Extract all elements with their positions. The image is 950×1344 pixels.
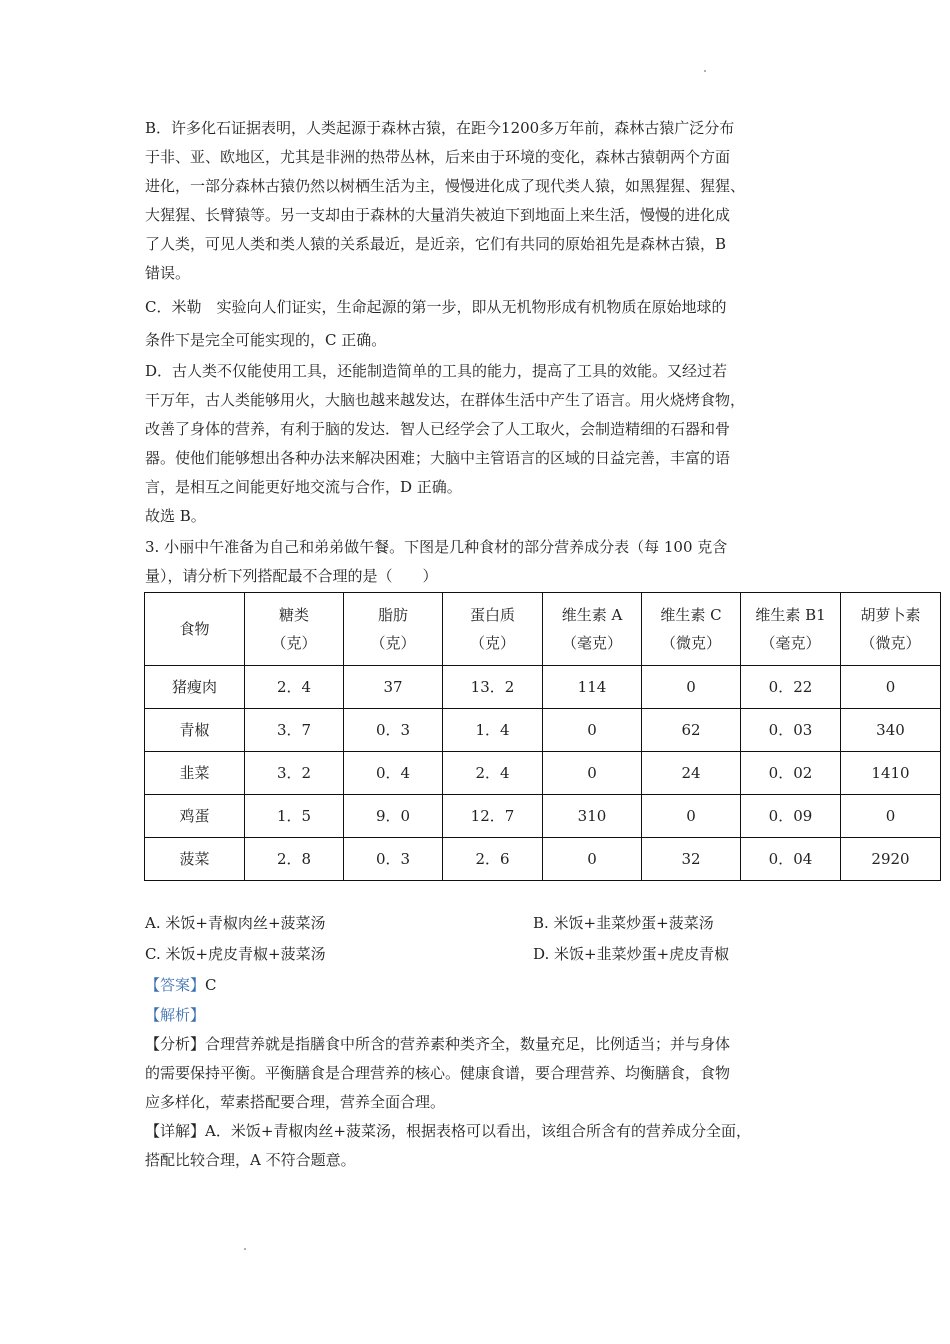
table-cell: 菠菜	[145, 838, 245, 881]
answer-value: C	[205, 976, 217, 994]
table-cell: 3．7	[245, 709, 344, 752]
analysis-xiangjie-line	[145, 1117, 805, 1146]
header-cell: 维生素 A （毫克）	[543, 593, 642, 666]
header-cell: 糖类 （克）	[245, 593, 344, 666]
header-cell: 蛋白质 （克）	[443, 593, 543, 666]
previous-answer-section	[145, 114, 805, 591]
text-line: B．许多化石证据表明，人类起源于森林古猿，在距今1200多万年前，森林古猿广泛分布	[145, 119, 735, 137]
table-cell: 2．4	[443, 752, 543, 795]
table-cell: 1．4	[443, 709, 543, 752]
text-line: 错误。	[145, 264, 191, 282]
table-cell: 9．0	[344, 795, 443, 838]
analysis-fenxi-line	[145, 1030, 805, 1059]
option-c-explanation	[145, 291, 805, 357]
text-line: 大猩猩、长臂猿等。另一支却由于森林的大量消失被迫下到地面上来生活，慢慢的进化成	[145, 206, 731, 224]
text-line: 改善了身体的营养，有利于脑的发达．智人已经学会了人工取火，会制造精细的石器和骨	[145, 420, 731, 438]
answer-line	[145, 970, 805, 1000]
table-cell: 0．3	[344, 709, 443, 752]
table-cell: 3．2	[245, 752, 344, 795]
table-cell: 0．3	[344, 838, 443, 881]
table-cell: 1．5	[245, 795, 344, 838]
scan-dot	[244, 1248, 246, 1250]
option-a: A. 米饭+青椒肉丝+菠菜汤	[145, 914, 326, 932]
text-line: 进化，一部分森林古猿仍然以树栖生活为主，慢慢进化成了现代类人猿，如黑猩猩、猩猩、	[145, 177, 746, 195]
option-b: B. 米饭+韭菜炒蛋+菠菜汤	[533, 914, 714, 932]
table-cell: 0	[841, 795, 941, 838]
analysis-tag	[145, 1000, 805, 1030]
table-cell: 鸡蛋	[145, 795, 245, 838]
question-stem	[145, 533, 805, 591]
header-cell: 维生素 B1 （毫克）	[741, 593, 841, 666]
header-cell: 食物	[145, 593, 245, 666]
table-cell: 340	[841, 709, 941, 752]
table-row	[145, 709, 941, 752]
table-cell: 1410	[841, 752, 941, 795]
options-row	[145, 908, 845, 939]
text-line: D．古人类不仅能使用工具，还能制造简单的工具的能力，提高了工具的效能。又经过若	[145, 362, 728, 380]
header-cell: 维生素 C （微克）	[642, 593, 741, 666]
table-cell: 2．6	[443, 838, 543, 881]
table-cell: 0	[642, 795, 741, 838]
table-cell: 韭菜	[145, 752, 245, 795]
xiangjie-text: A．米饭+青椒肉丝+菠菜汤，根据表格可以看出，该组合所含有的营养成分全面，	[205, 1122, 751, 1140]
table-cell: 0．03	[741, 709, 841, 752]
text-line: 条件下是完全可能实现的，C 正确。	[145, 331, 387, 349]
option-d: D. 米饭+韭菜炒蛋+虎皮青椒	[533, 945, 730, 963]
table-row	[145, 838, 941, 881]
answer-tag: 【答案】	[145, 976, 206, 994]
text-line: 于非、亚、欧地区，尤其是非洲的热带丛林，后来由于环境的变化，森林古猿朝两个方面	[145, 148, 731, 166]
table-cell: 24	[642, 752, 741, 795]
options-row	[145, 939, 845, 970]
table-cell: 2920	[841, 838, 941, 881]
text-line: 了人类，可见人类和类人猿的关系最近，是近亲，它们有共同的原始祖先是森林古猿，B	[145, 235, 727, 253]
table-cell: 114	[543, 666, 642, 709]
option-c: C. 米饭+虎皮青椒+菠菜汤	[145, 945, 326, 963]
text-line: 3. 小丽中午准备为自己和弟弟做午餐。下图是几种食材的部分营养成分表（每 100 克含	[145, 538, 728, 556]
text-line: 言，是相互之间能更好地交流与合作，D 正确。	[145, 478, 462, 496]
table-cell: 12．7	[443, 795, 543, 838]
table-cell: 310	[543, 795, 642, 838]
header-cell: 脂肪 （克）	[344, 593, 443, 666]
text-line: 量），请分析下列搭配最不合理的是（ ）	[145, 567, 438, 585]
table-cell: 猪瘦肉	[145, 666, 245, 709]
answer-options	[145, 908, 845, 970]
table-cell: 0．02	[741, 752, 841, 795]
table-cell: 0	[543, 838, 642, 881]
table-cell: 0	[543, 752, 642, 795]
text-line: 干万年，古人类能够用火，大脑也越来越发达，在群体生活中产生了语言。用火烧烤食物，	[145, 391, 746, 409]
text-line: 的需要保持平衡。平衡膳食是合理营养的核心。健康食谱，要合理营养、均衡膳食，食物	[145, 1064, 731, 1082]
table-cell: 0	[841, 666, 941, 709]
table-cell: 2．4	[245, 666, 344, 709]
table-cell: 0．09	[741, 795, 841, 838]
text-line: 应多样化，荤素搭配要合理，营养全面合理。	[145, 1093, 446, 1111]
scan-dot	[704, 70, 706, 72]
option-d-explanation	[145, 357, 805, 502]
table-cell: 0．22	[741, 666, 841, 709]
table-cell: 0	[642, 666, 741, 709]
table-row	[145, 752, 941, 795]
answer-analysis-section	[145, 970, 805, 1175]
table-cell: 37	[344, 666, 443, 709]
table-cell: 32	[642, 838, 741, 881]
table-cell: 青椒	[145, 709, 245, 752]
text-line: C．米勒 实验向人们证实，生命起源的第一步，即从无机物形成有机物质在原始地球的	[145, 298, 727, 316]
nutrition-table	[144, 592, 941, 881]
table-cell: 13．2	[443, 666, 543, 709]
conclusion: 故选 B。	[145, 507, 206, 525]
table-cell: 0．4	[344, 752, 443, 795]
text-line: 搭配比较合理，A 不符合题意。	[145, 1151, 356, 1169]
xiangjie-tag: 【详解】	[145, 1122, 206, 1140]
option-b-explanation	[145, 114, 805, 288]
header-cell: 胡萝卜素 （微克）	[841, 593, 941, 666]
table-cell: 0．04	[741, 838, 841, 881]
fenxi-text: 合理营养就是指膳食中所含的营养素种类齐全，数量充足，比例适当；并与身体	[205, 1035, 731, 1053]
table-row	[145, 795, 941, 838]
table-header-row	[145, 593, 941, 666]
table-cell: 0	[543, 709, 642, 752]
analysis-tag-label: 【解析】	[145, 1006, 206, 1024]
text-line: 器。使他们能够想出各种办法来解决困难；大脑中主管语言的区域的日益完善，丰富的语	[145, 449, 731, 467]
table-row	[145, 666, 941, 709]
table-cell: 2．8	[245, 838, 344, 881]
fenxi-tag: 【分析】	[145, 1035, 206, 1053]
table-cell: 62	[642, 709, 741, 752]
